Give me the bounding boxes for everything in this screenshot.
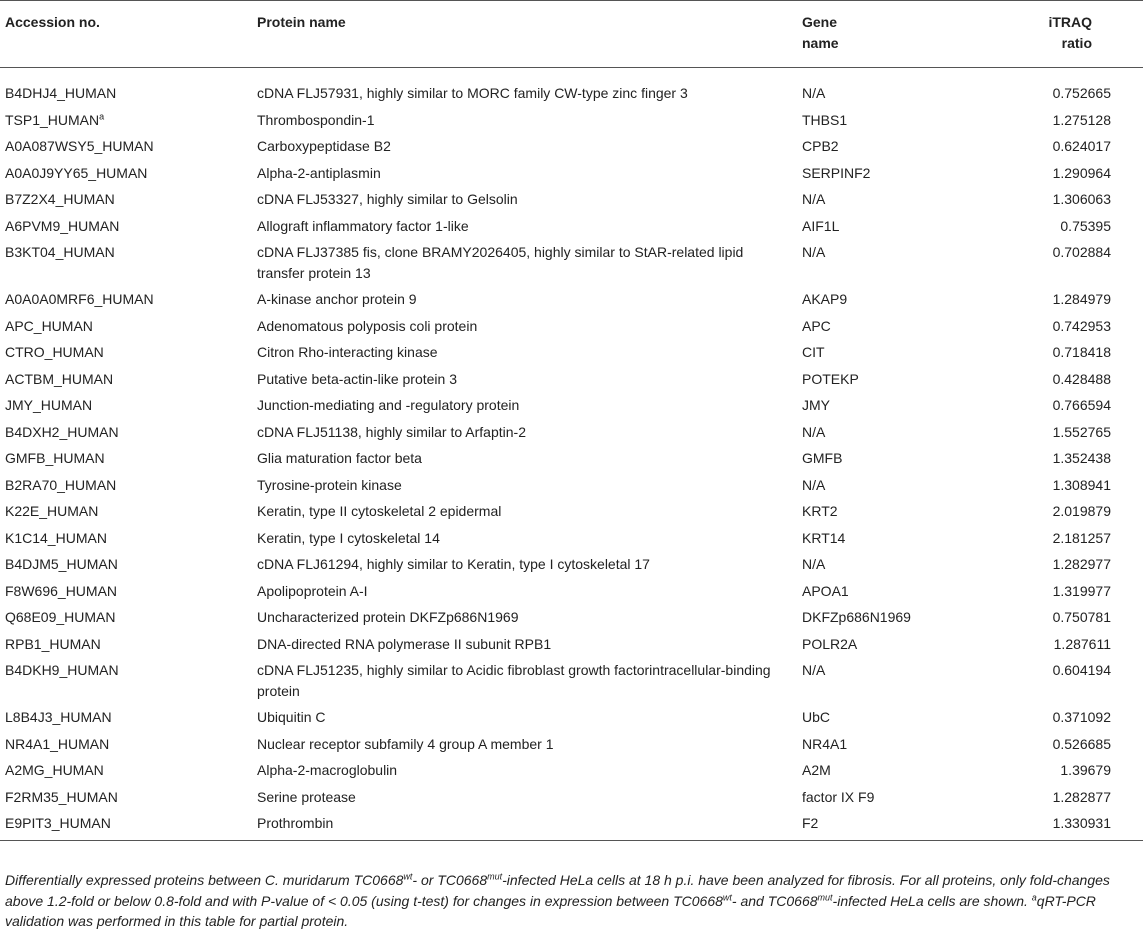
cell-gene-name: POLR2A — [802, 635, 858, 652]
cell-accession — [0, 604, 252, 631]
cell-protein-name: cDNA FLJ53327, highly similar to Gelsolin — [257, 191, 518, 207]
header-protein-name: Protein name — [257, 14, 346, 30]
cell-accession — [0, 445, 252, 472]
table-row — [0, 313, 1143, 340]
table-row — [0, 160, 1143, 187]
cell-protein-name: Glia maturation factor beta — [257, 450, 422, 466]
footnote-text-2: - or TC0668 — [412, 872, 488, 888]
table-row — [0, 631, 1143, 658]
table-header — [0, 1, 1143, 68]
cell-protein-name: Apolipoprotein A-I — [257, 582, 368, 599]
cell-accession — [0, 339, 252, 366]
footnote-sup-2: mut — [487, 871, 503, 882]
cell-protein-name: cDNA FLJ51138, highly similar to Arfaptin-2 — [257, 423, 526, 440]
cell-protein-name: A-kinase anchor protein 9 — [257, 291, 417, 307]
cell-accession — [0, 578, 252, 605]
cell-protein-name: Alpha-2-macroglobulin — [257, 762, 398, 778]
cell-accession — [0, 392, 252, 419]
cell-itraq-ratio: 0.718418 — [1052, 344, 1111, 360]
cell-accession — [0, 631, 252, 658]
cell-accession — [0, 107, 252, 134]
table-row — [0, 213, 1143, 240]
table-row — [0, 286, 1143, 313]
table-body — [0, 68, 1143, 841]
accession-footnote-marker: a — [99, 110, 105, 121]
cell-itraq-ratio: 2.019879 — [1052, 503, 1111, 519]
cell-accession — [0, 186, 252, 213]
cell-accession — [0, 286, 252, 313]
cell-gene-name: N/A — [802, 556, 826, 572]
accession-text: NR4A1_HUMAN — [5, 735, 110, 752]
table-row — [0, 810, 1143, 840]
cell-protein-name: Adenomatous polyposis coli protein — [257, 317, 478, 334]
accession-text: K1C14_HUMAN — [5, 529, 107, 546]
table-row — [0, 186, 1143, 213]
accession-text: A0A0A0MRF6_HUMAN — [5, 291, 154, 307]
cell-gene-name: KRT14 — [802, 529, 846, 546]
footnote-sup-4: mut — [817, 891, 833, 902]
cell-protein-name: Keratin, type II cytoskeletal 2 epidermal — [257, 503, 502, 519]
cell-itraq-ratio: 1.287611 — [1053, 635, 1111, 652]
cell-protein-name: Carboxypeptidase B2 — [257, 138, 391, 154]
footnote-text-3: -infected HeLa cells at 18 h p.i. have been analyzed for fibrosis. For all proteins, only fold-changes above 1.2-fold or below 0.8-fold and with P-value of < 0.05 (using t-test) for changes in expression between TC0668 — [5, 872, 1110, 909]
accession-text: A2MG_HUMAN — [5, 762, 104, 778]
header-gene-name — [797, 1, 952, 68]
cell-itraq-ratio: 1.284979 — [1052, 291, 1111, 307]
table-row — [0, 472, 1143, 499]
cell-gene-name: JMY — [802, 397, 830, 413]
accession-text: Q68E09_HUMAN — [5, 609, 116, 625]
table-row — [0, 392, 1143, 419]
accession-text: B4DJM5_HUMAN — [5, 556, 118, 572]
cell-accession — [0, 657, 252, 704]
table-row — [0, 445, 1143, 472]
cell-gene-name: CPB2 — [802, 138, 839, 154]
header-accession: Accession no. — [5, 14, 100, 30]
footnote-text-5: -infected HeLa cells are shown. — [832, 892, 1032, 909]
table-row — [0, 704, 1143, 731]
cell-itraq-ratio: 1.308941 — [1052, 476, 1111, 493]
cell-accession — [0, 525, 252, 552]
header-itraq-ratio — [952, 1, 1143, 68]
footnote-sup-5: a — [1031, 891, 1037, 902]
table-row — [0, 604, 1143, 631]
accession-text: F8W696_HUMAN — [5, 582, 118, 599]
cell-gene-name: APOA1 — [802, 582, 849, 599]
header-row — [0, 1, 1143, 68]
cell-protein-name: Alpha-2-antiplasmin — [257, 164, 381, 181]
cell-accession — [0, 810, 252, 840]
cell-gene-name: KRT2 — [802, 503, 838, 519]
cell-gene-name: A2M — [802, 762, 831, 778]
cell-gene-name: N/A — [802, 662, 826, 678]
accession-text: JMY_HUMAN — [5, 397, 93, 413]
cell-protein-name: Uncharacterized protein DKFZp686N1969 — [257, 609, 519, 625]
cell-protein-name: cDNA FLJ57931, highly similar to MORC family CW-type zinc finger 3 — [257, 85, 688, 101]
cell-itraq-ratio: 0.428488 — [1052, 370, 1111, 387]
cell-protein-name: Tyrosine-protein kinase — [257, 476, 402, 493]
cell-itraq-ratio: 1.319977 — [1052, 582, 1111, 599]
cell-accession — [0, 498, 252, 525]
cell-gene-name: factor IX F9 — [802, 788, 875, 805]
table-row — [0, 419, 1143, 446]
cell-gene-name: UbC — [802, 709, 831, 725]
footnote-text-6: qRT-PCR validation was performed in this table for partial protein. — [5, 892, 1096, 929]
footnote-sup-3: wt — [722, 891, 732, 902]
cell-itraq-ratio: 0.750781 — [1052, 609, 1111, 625]
accession-text: APC_HUMAN — [5, 317, 93, 334]
accession-text: L8B4J3_HUMAN — [5, 709, 112, 725]
cell-gene-name: CIT — [802, 344, 825, 360]
cell-itraq-ratio: 0.526685 — [1052, 735, 1111, 752]
cell-gene-name: N/A — [802, 476, 826, 493]
cell-itraq-ratio: 1.275128 — [1052, 111, 1111, 128]
accession-text: TSP1_HUMAN — [5, 111, 100, 128]
cell-itraq-ratio: 0.75395 — [1060, 217, 1111, 234]
cell-itraq-ratio: 0.766594 — [1052, 397, 1111, 413]
table-row — [0, 578, 1143, 605]
accession-text: B4DXH2_HUMAN — [5, 423, 119, 440]
accession-text: GMFB_HUMAN — [5, 450, 105, 466]
accession-text: B4DKH9_HUMAN — [5, 662, 119, 678]
header-gene-line2: name — [802, 34, 839, 51]
cell-protein-name: Ubiquitin C — [257, 709, 326, 725]
accession-text: A6PVM9_HUMAN — [5, 217, 120, 234]
footnote-sup-1: wt — [403, 871, 413, 882]
table-row — [0, 525, 1143, 552]
table-row — [0, 339, 1143, 366]
cell-protein-name: Citron Rho-interacting kinase — [257, 344, 438, 360]
table-row — [0, 784, 1143, 811]
cell-accession — [0, 731, 252, 758]
accession-text: E9PIT3_HUMAN — [5, 815, 111, 831]
cell-accession — [0, 551, 252, 578]
cell-protein-name: Keratin, type I cytoskeletal 14 — [257, 529, 440, 546]
cell-itraq-ratio: 1.352438 — [1052, 450, 1111, 466]
cell-itraq-ratio: 0.702884 — [1052, 244, 1111, 260]
cell-accession — [0, 784, 252, 811]
cell-gene-name: N/A — [802, 244, 826, 260]
accession-text: A0A0J9YY65_HUMAN — [5, 164, 148, 181]
cell-gene-name: N/A — [802, 85, 826, 101]
cell-accession — [0, 366, 252, 393]
cell-accession — [0, 704, 252, 731]
cell-accession — [0, 419, 252, 446]
cell-itraq-ratio: 1.330931 — [1052, 815, 1111, 831]
cell-gene-name: F2 — [802, 815, 819, 831]
cell-gene-name: APC — [802, 317, 831, 334]
table-footnote — [5, 870, 1143, 932]
accession-text: K22E_HUMAN — [5, 503, 99, 519]
accession-text: ACTBM_HUMAN — [5, 370, 114, 387]
cell-protein-name: DNA-directed RNA polymerase II subunit RPB1 — [257, 635, 552, 652]
cell-protein-name: Nuclear receptor subfamily 4 group A member 1 — [257, 735, 554, 752]
cell-itraq-ratio: 0.752665 — [1052, 85, 1111, 101]
cell-gene-name: N/A — [802, 423, 826, 440]
table-row — [0, 657, 1143, 704]
cell-gene-name: SERPINF2 — [802, 164, 871, 181]
accession-text: CTRO_HUMAN — [5, 344, 104, 360]
accession-text: B7Z2X4_HUMAN — [5, 191, 115, 207]
cell-gene-name: AKAP9 — [802, 291, 848, 307]
table-row — [0, 68, 1143, 107]
cell-protein-name: cDNA FLJ51235, highly similar to Acidic fibroblast growth factorintracellular-binding protein — [257, 662, 771, 699]
cell-accession — [0, 213, 252, 240]
cell-accession — [0, 313, 252, 340]
cell-itraq-ratio: 1.39679 — [1060, 762, 1111, 778]
header-gene-line1: Gene — [802, 14, 838, 30]
table-row — [0, 757, 1143, 784]
cell-protein-name: Junction-mediating and -regulatory protein — [257, 397, 520, 413]
cell-accession — [0, 757, 252, 784]
cell-gene-name: NR4A1 — [802, 735, 848, 752]
cell-protein-name: cDNA FLJ61294, highly similar to Keratin, type I cytoskeletal 17 — [257, 556, 650, 572]
cell-accession — [0, 68, 252, 107]
footnote-text-4: - and TC0668 — [731, 892, 818, 909]
header-ratio-line1: iTRAQ — [1048, 14, 1092, 30]
cell-itraq-ratio: 0.742953 — [1052, 317, 1111, 334]
table-row — [0, 551, 1143, 578]
cell-itraq-ratio: 0.371092 — [1052, 709, 1111, 725]
accession-text: B2RA70_HUMAN — [5, 476, 117, 493]
cell-protein-name: cDNA FLJ37385 fis, clone BRAMY2026405, highly similar to StAR-related lipid transfer protein 13 — [257, 244, 744, 281]
cell-accession — [0, 160, 252, 187]
cell-protein-name: Putative beta-actin-like protein 3 — [257, 370, 457, 387]
cell-accession — [0, 133, 252, 160]
accession-text: RPB1_HUMAN — [5, 635, 101, 652]
cell-itraq-ratio: 2.181257 — [1052, 529, 1111, 546]
table-row — [0, 107, 1143, 134]
cell-protein-name: Prothrombin — [257, 815, 334, 831]
accession-text: F2RM35_HUMAN — [5, 788, 118, 805]
cell-itraq-ratio: 1.290964 — [1052, 164, 1111, 181]
cell-itraq-ratio: 1.306063 — [1052, 191, 1111, 207]
table-row — [0, 731, 1143, 758]
accession-text: B4DHJ4_HUMAN — [5, 85, 117, 101]
header-ratio-line2: ratio — [1061, 34, 1092, 51]
cell-gene-name: THBS1 — [802, 111, 848, 128]
cell-itraq-ratio: 0.604194 — [1052, 662, 1111, 678]
cell-itraq-ratio: 1.282877 — [1052, 788, 1111, 805]
cell-gene-name: DKFZp686N1969 — [802, 609, 911, 625]
cell-gene-name: AIF1L — [802, 217, 840, 234]
accession-text: B3KT04_HUMAN — [5, 244, 115, 260]
table-row — [0, 498, 1143, 525]
cell-protein-name: Serine protease — [257, 788, 356, 805]
cell-gene-name: GMFB — [802, 450, 843, 466]
accession-text: A0A087WSY5_HUMAN — [5, 138, 154, 154]
cell-itraq-ratio: 1.552765 — [1052, 423, 1111, 440]
table-row — [0, 239, 1143, 286]
cell-protein-name: Allograft inflammatory factor 1-like — [257, 217, 469, 234]
cell-accession — [0, 472, 252, 499]
footnote-text-1: Differentially expressed proteins between C. muridarum TC0668 — [5, 872, 404, 888]
cell-gene-name: N/A — [802, 191, 826, 207]
cell-itraq-ratio: 0.624017 — [1052, 138, 1111, 154]
cell-protein-name: Thrombospondin-1 — [257, 111, 375, 128]
table-row — [0, 133, 1143, 160]
cell-itraq-ratio: 1.282977 — [1052, 556, 1111, 572]
table-row — [0, 366, 1143, 393]
cell-gene-name: POTEKP — [802, 370, 859, 387]
cell-accession — [0, 239, 252, 286]
